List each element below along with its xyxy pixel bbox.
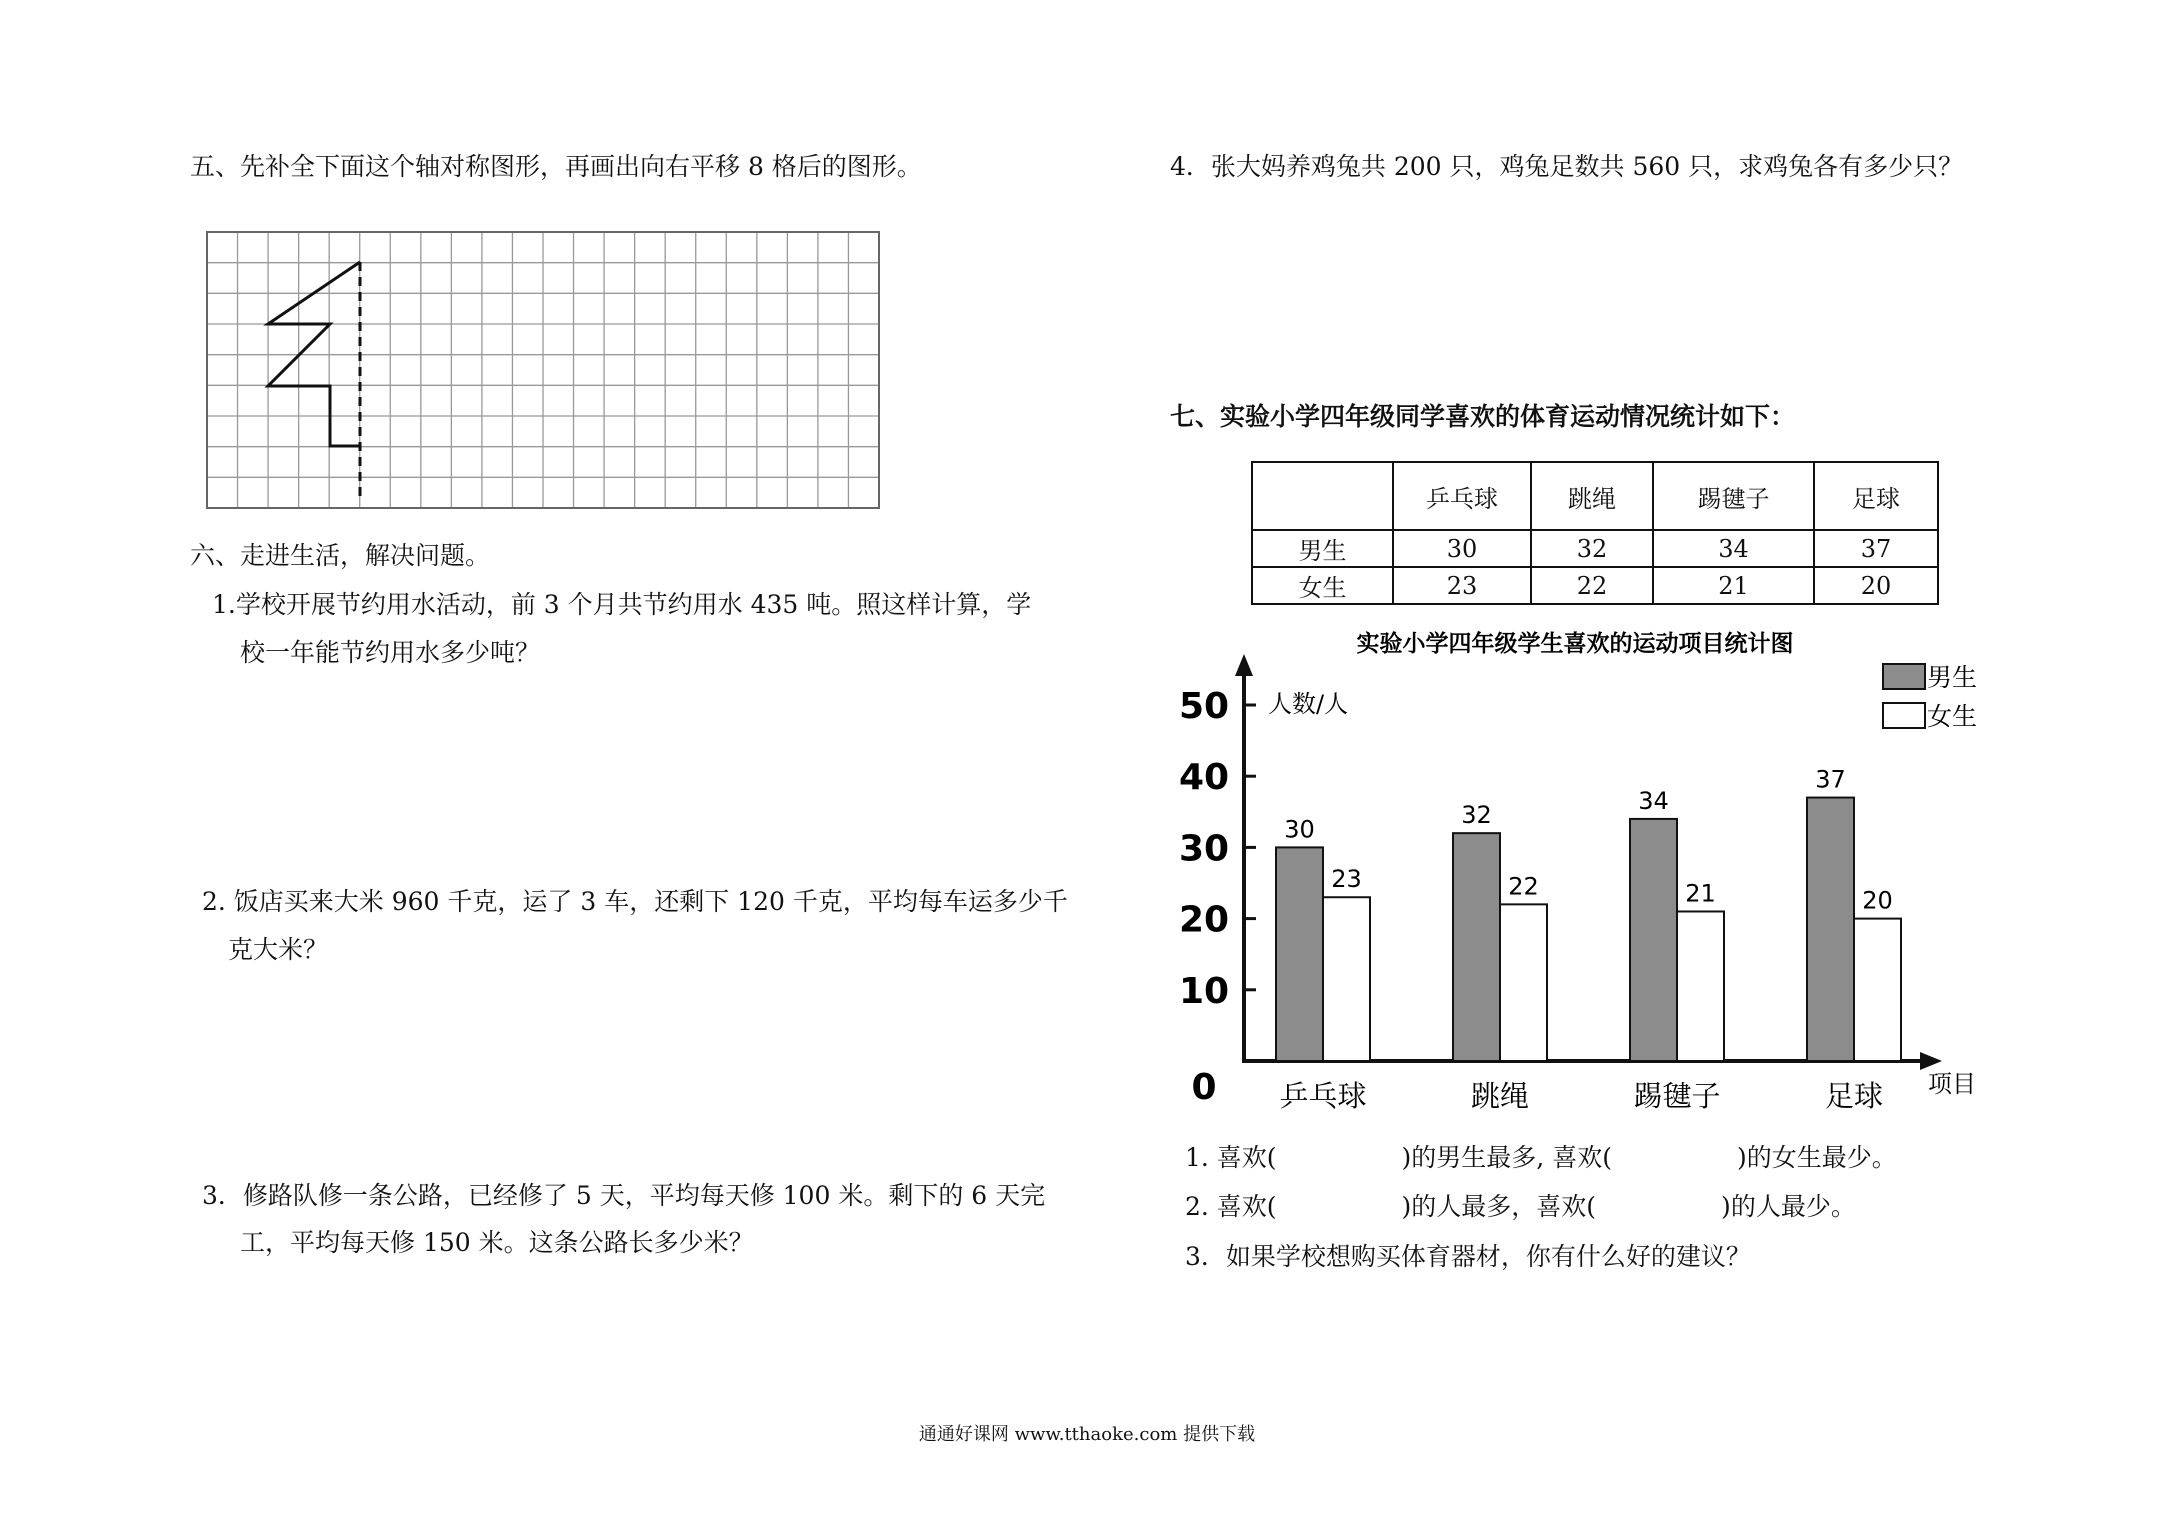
bar-value-label: 22 [1508, 872, 1539, 901]
chart-question-1: 1. 喜欢( )的男生最多, 喜欢( )的女生最少。 [1185, 1143, 1897, 1172]
table-cell: 37 [1814, 530, 1938, 567]
table-cell: 23 [1393, 567, 1531, 604]
question-2-line2: 克大米？ [228, 935, 329, 964]
bar-value-label: 23 [1331, 865, 1362, 894]
y-tick-label: 0 [1191, 1067, 1217, 1108]
table-cell: 30 [1393, 530, 1531, 567]
table-cell: 21 [1653, 567, 1814, 604]
y-tick-label: 30 [1178, 828, 1230, 870]
section6-heading: 六、走进生活，解决问题。 [190, 541, 491, 570]
bar-value-label: 34 [1638, 786, 1669, 815]
bar-boys [1453, 833, 1500, 1061]
table-cell: 34 [1653, 530, 1814, 567]
table-row-label: 女生 [1252, 567, 1393, 604]
bar-girls [1323, 897, 1370, 1061]
table-header-cell: 乒乓球 [1393, 462, 1531, 530]
y-tick-label: 40 [1178, 757, 1230, 799]
y-tick-label: 50 [1178, 686, 1230, 727]
bar-value-label: 21 [1685, 879, 1716, 908]
y-tick-label: 10 [1178, 970, 1230, 1012]
question-2-line1: 2. 饭店买来大米 960 千克，运了 3 车，还剩下 120 千克，平均每车运多少千 [202, 887, 1068, 916]
x-axis-arrow [1920, 1052, 1942, 1070]
table-header-cell: 跳绳 [1531, 462, 1653, 530]
chart-x-axis-label: 项目 [1928, 1070, 1976, 1098]
bar-value-label: 32 [1461, 801, 1492, 830]
bar-boys [1276, 847, 1323, 1061]
chart-title: 实验小学四年级学生喜欢的运动项目统计图 [1356, 631, 1794, 657]
question-3-line2: 工，平均每天修 150 米。这条公路长多少米？ [240, 1228, 754, 1257]
x-tick-label: 踢毽子 [1633, 1079, 1721, 1113]
y-axis-arrow [1235, 654, 1253, 676]
legend-swatch [1883, 664, 1925, 689]
bar-boys [1630, 819, 1677, 1061]
question-1-line2: 校一年能节约用水多少吨？ [240, 638, 541, 667]
table-cell: 22 [1531, 567, 1653, 604]
legend-swatch [1883, 703, 1925, 728]
x-tick-label: 足球 [1824, 1079, 1884, 1113]
table-cell: 32 [1531, 530, 1653, 567]
chart-question-2: 2. 喜欢( )的人最多，喜欢( )的人最少。 [1185, 1192, 1856, 1221]
table-row-label: 男生 [1252, 530, 1393, 567]
table-header-cell: 足球 [1814, 462, 1938, 530]
bar-boys [1807, 798, 1854, 1061]
x-tick-label: 跳绳 [1470, 1079, 1530, 1113]
bar-value-label: 37 [1815, 765, 1846, 794]
question-4: 4．张大妈养鸡兔共 200 只，鸡兔足数共 560 只，求鸡兔各有多少只？ [1170, 152, 1964, 181]
chart-question-3: 3．如果学校想购买体育器材，你有什么好的建议？ [1185, 1242, 1751, 1271]
question-3-line1: 3．修路队修一条公路，已经修了 5 天，平均每天修 100 米。剩下的 6 天完 [202, 1181, 1046, 1210]
bar-value-label: 30 [1284, 815, 1315, 844]
y-tick-label: 20 [1178, 899, 1230, 941]
legend-label: 女生 [1927, 702, 1978, 731]
section5-heading: 五、先补全下面这个轴对称图形，再画出向右平移 8 格后的图形。 [190, 152, 922, 181]
bar-girls [1500, 904, 1547, 1061]
bar-value-label: 20 [1862, 886, 1893, 915]
table-header-cell: 踢毽子 [1653, 462, 1814, 530]
question-1-line1: 1.学校开展节约用水活动，前 3 个月共节约用水 435 吨。照这样计算，学 [212, 590, 1032, 619]
bar-girls [1677, 911, 1724, 1061]
legend-label: 男生 [1927, 663, 1978, 692]
bar-girls [1854, 919, 1901, 1061]
footer-credit: 通通好课网 www.tthaoke.com 提供下载 [918, 1424, 1256, 1445]
table-cell: 20 [1814, 567, 1938, 604]
chart-y-axis-label: 人数/人 [1268, 690, 1349, 718]
section7-heading: 七、实验小学四年级同学喜欢的体育运动情况统计如下： [1170, 402, 1796, 431]
x-tick-label: 乒乓球 [1279, 1079, 1367, 1113]
